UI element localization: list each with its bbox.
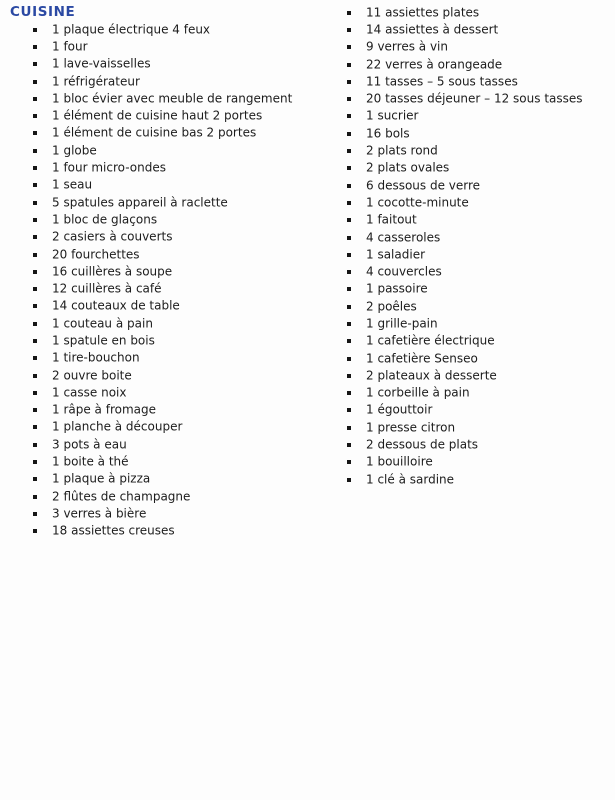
bullet-icon: [33, 80, 37, 84]
list-item-label: 1 tire-bouchon: [52, 350, 140, 365]
bullet-icon: [33, 45, 37, 49]
list-item-label: 1 globe: [52, 143, 97, 158]
list-item-label: 20 tasses déjeuner – 12 sous tasses: [366, 91, 583, 106]
list-item-label: 3 pots à eau: [52, 437, 127, 452]
bullet-icon: [347, 236, 351, 240]
inventory-list-left: [33, 21, 292, 540]
bullet-icon: [33, 356, 37, 360]
page-title: CUISINE: [10, 4, 76, 20]
list-item: [347, 56, 583, 73]
bullet-icon: [347, 408, 351, 412]
list-item: [33, 505, 292, 522]
list-item: [347, 263, 583, 280]
list-item: [347, 454, 583, 471]
list-item: [33, 159, 292, 176]
list-item-label: 1 bloc évier avec meuble de rangement: [52, 91, 293, 106]
list-item: [347, 350, 583, 367]
list-item-label: 6 dessous de verre: [366, 178, 481, 193]
list-item-label: 11 assiettes plates: [366, 5, 480, 20]
list-item-label: 1 bouilloire: [366, 454, 433, 469]
list-item: [33, 246, 292, 263]
list-item-label: 1 spatule en bois: [52, 333, 155, 348]
list-item: [33, 315, 292, 332]
list-item-label: 1 râpe à fromage: [52, 402, 156, 417]
list-item-label: 3 verres à bière: [52, 506, 147, 521]
list-item: [33, 38, 292, 55]
list-item: [347, 177, 583, 194]
list-item-label: 1 élément de cuisine bas 2 portes: [52, 125, 257, 140]
bullet-icon: [33, 270, 37, 274]
bullet-icon: [33, 183, 37, 187]
bullet-icon: [347, 374, 351, 378]
list-item-label: 2 dessous de plats: [366, 437, 479, 452]
bullet-icon: [33, 131, 37, 135]
list-item: [347, 90, 583, 107]
bullet-icon: [347, 45, 351, 49]
list-item: [33, 367, 292, 384]
list-item-label: 1 grille-pain: [366, 316, 438, 331]
list-item: [347, 229, 583, 246]
list-item: [347, 436, 583, 453]
list-item-label: 1 boite à thé: [52, 454, 129, 469]
list-item-label: 16 bols: [366, 126, 410, 141]
list-item-label: 2 plateaux à desserte: [366, 368, 497, 383]
list-item: [33, 384, 292, 401]
list-item: [347, 367, 583, 384]
list-item: [33, 523, 292, 540]
bullet-icon: [347, 11, 351, 15]
list-item-label: 14 couteaux de table: [52, 298, 180, 313]
bullet-icon: [33, 287, 37, 291]
bullet-icon: [33, 166, 37, 170]
bullet-icon: [347, 322, 351, 326]
list-item-label: 14 assiettes à dessert: [366, 22, 499, 37]
list-item-label: 1 cafetière électrique: [366, 333, 495, 348]
bullet-icon: [347, 357, 351, 361]
list-item-label: 1 four: [52, 39, 88, 54]
bullet-icon: [347, 132, 351, 136]
list-item: [347, 333, 583, 350]
list-item: [33, 350, 292, 367]
list-item: [347, 39, 583, 56]
list-item: [33, 419, 292, 436]
list-item: [347, 246, 583, 263]
bullet-icon: [347, 184, 351, 188]
list-item: [33, 263, 292, 280]
list-item: [33, 402, 292, 419]
list-item: [347, 4, 583, 21]
list-item: [347, 281, 583, 298]
inventory-list-right: [347, 4, 583, 488]
bullet-icon: [347, 201, 351, 205]
list-item: [33, 471, 292, 488]
list-item-label: 1 seau: [52, 177, 93, 192]
list-item: [33, 107, 292, 124]
list-item-label: 1 plaque électrique 4 feux: [52, 22, 211, 37]
list-item: [33, 211, 292, 228]
list-item-label: 1 sucrier: [366, 108, 419, 123]
bullet-icon: [33, 495, 37, 499]
list-item: [347, 315, 583, 332]
list-item-label: 22 verres à orangeade: [366, 57, 503, 72]
list-item-label: 9 verres à vin: [366, 39, 448, 54]
list-item-label: 11 tasses – 5 sous tasses: [366, 74, 518, 89]
bullet-icon: [33, 97, 37, 101]
list-item: [33, 229, 292, 246]
list-item: [347, 73, 583, 90]
bullet-icon: [347, 443, 351, 447]
list-item-label: 1 bloc de glaçons: [52, 212, 158, 227]
list-item: [347, 21, 583, 38]
list-item: [33, 90, 292, 107]
bullet-icon: [33, 253, 37, 257]
bullet-icon: [33, 235, 37, 239]
bullet-icon: [347, 80, 351, 84]
bullet-icon: [33, 391, 37, 395]
list-item-label: 1 casse noix: [52, 385, 127, 400]
bullet-icon: [33, 460, 37, 464]
bullet-icon: [347, 63, 351, 67]
list-item-label: 2 flûtes de champagne: [52, 489, 191, 504]
list-item: [33, 73, 292, 90]
bullet-icon: [33, 477, 37, 481]
list-item-label: 1 saladier: [366, 247, 426, 262]
bullet-icon: [33, 149, 37, 153]
bullet-icon: [33, 322, 37, 326]
bullet-icon: [33, 408, 37, 412]
list-item-label: 5 spatules appareil à raclette: [52, 195, 228, 210]
list-item-label: 12 cuillères à café: [52, 281, 162, 296]
bullet-icon: [347, 253, 351, 257]
list-item-label: 1 plaque à pizza: [52, 471, 151, 486]
bullet-icon: [33, 201, 37, 205]
list-item-label: 1 couteau à pain: [52, 316, 153, 331]
list-item: [33, 177, 292, 194]
bullet-icon: [33, 218, 37, 222]
bullet-icon: [347, 339, 351, 343]
list-item-label: 1 lave-vaisselles: [52, 56, 151, 71]
list-item-label: 1 corbeille à pain: [366, 385, 470, 400]
bullet-icon: [33, 304, 37, 308]
bullet-icon: [347, 426, 351, 430]
bullet-icon: [347, 166, 351, 170]
list-item-label: 4 couvercles: [366, 264, 442, 279]
list-item: [33, 125, 292, 142]
list-item: [347, 160, 583, 177]
list-item: [347, 385, 583, 402]
list-item-label: 16 cuillères à soupe: [52, 264, 173, 279]
list-item-label: 1 four micro-ondes: [52, 160, 166, 175]
list-item: [347, 194, 583, 211]
bullet-icon: [347, 28, 351, 32]
bullet-icon: [33, 512, 37, 516]
bullet-icon: [33, 114, 37, 118]
list-item: [33, 194, 292, 211]
list-item: [347, 402, 583, 419]
list-item-label: 1 presse citron: [366, 420, 456, 435]
bullet-icon: [347, 270, 351, 274]
list-item: [347, 125, 583, 142]
list-item: [347, 298, 583, 315]
bullet-icon: [33, 28, 37, 32]
bullet-icon: [33, 425, 37, 429]
list-item: [33, 332, 292, 349]
list-item-label: 2 ouvre boite: [52, 368, 132, 383]
list-item: [33, 280, 292, 297]
list-item: [33, 436, 292, 453]
list-item: [33, 142, 292, 159]
list-item-label: 20 fourchettes: [52, 247, 140, 261]
list-item-label: 18 assiettes creuses: [52, 523, 175, 538]
list-item-label: 2 poêles: [366, 299, 417, 314]
list-item: [33, 298, 292, 315]
bullet-icon: [33, 62, 37, 66]
list-item: [347, 471, 583, 488]
list-item-label: 1 clé à sardine: [366, 472, 455, 487]
bullet-icon: [33, 529, 37, 533]
list-item-label: 1 faitout: [366, 212, 417, 227]
list-item-label: 1 passoire: [366, 281, 428, 296]
bullet-icon: [347, 305, 351, 309]
bullet-icon: [347, 391, 351, 395]
bullet-icon: [33, 374, 37, 378]
list-item: [347, 212, 583, 229]
list-item-label: 2 casiers à couverts: [52, 229, 173, 244]
list-item: [347, 108, 583, 125]
list-item-label: 1 planche à découper: [52, 419, 183, 434]
bullet-icon: [33, 339, 37, 343]
list-item: [33, 488, 292, 505]
bullet-icon: [347, 114, 351, 118]
list-item-label: 2 plats rond: [366, 143, 438, 158]
list-item: [33, 56, 292, 73]
bullet-icon: [33, 443, 37, 447]
list-item-label: 1 cafetière Senseo: [366, 351, 478, 366]
list-item-label: 1 cocotte-minute: [366, 195, 469, 210]
list-item-label: 1 égouttoir: [366, 402, 433, 417]
list-item-label: 1 élément de cuisine haut 2 portes: [52, 108, 263, 123]
list-item-label: 2 plats ovales: [366, 160, 450, 175]
bullet-icon: [347, 97, 351, 101]
bullet-icon: [347, 218, 351, 222]
list-item-label: 1 réfrigérateur: [52, 74, 140, 89]
list-item: [347, 142, 583, 159]
bullet-icon: [347, 460, 351, 464]
bullet-icon: [347, 149, 351, 153]
list-item: [347, 419, 583, 436]
list-item-label: 4 casseroles: [366, 230, 441, 244]
bullet-icon: [347, 478, 351, 482]
bullet-icon: [347, 287, 351, 291]
list-item: [33, 21, 292, 38]
list-item: [33, 453, 292, 470]
